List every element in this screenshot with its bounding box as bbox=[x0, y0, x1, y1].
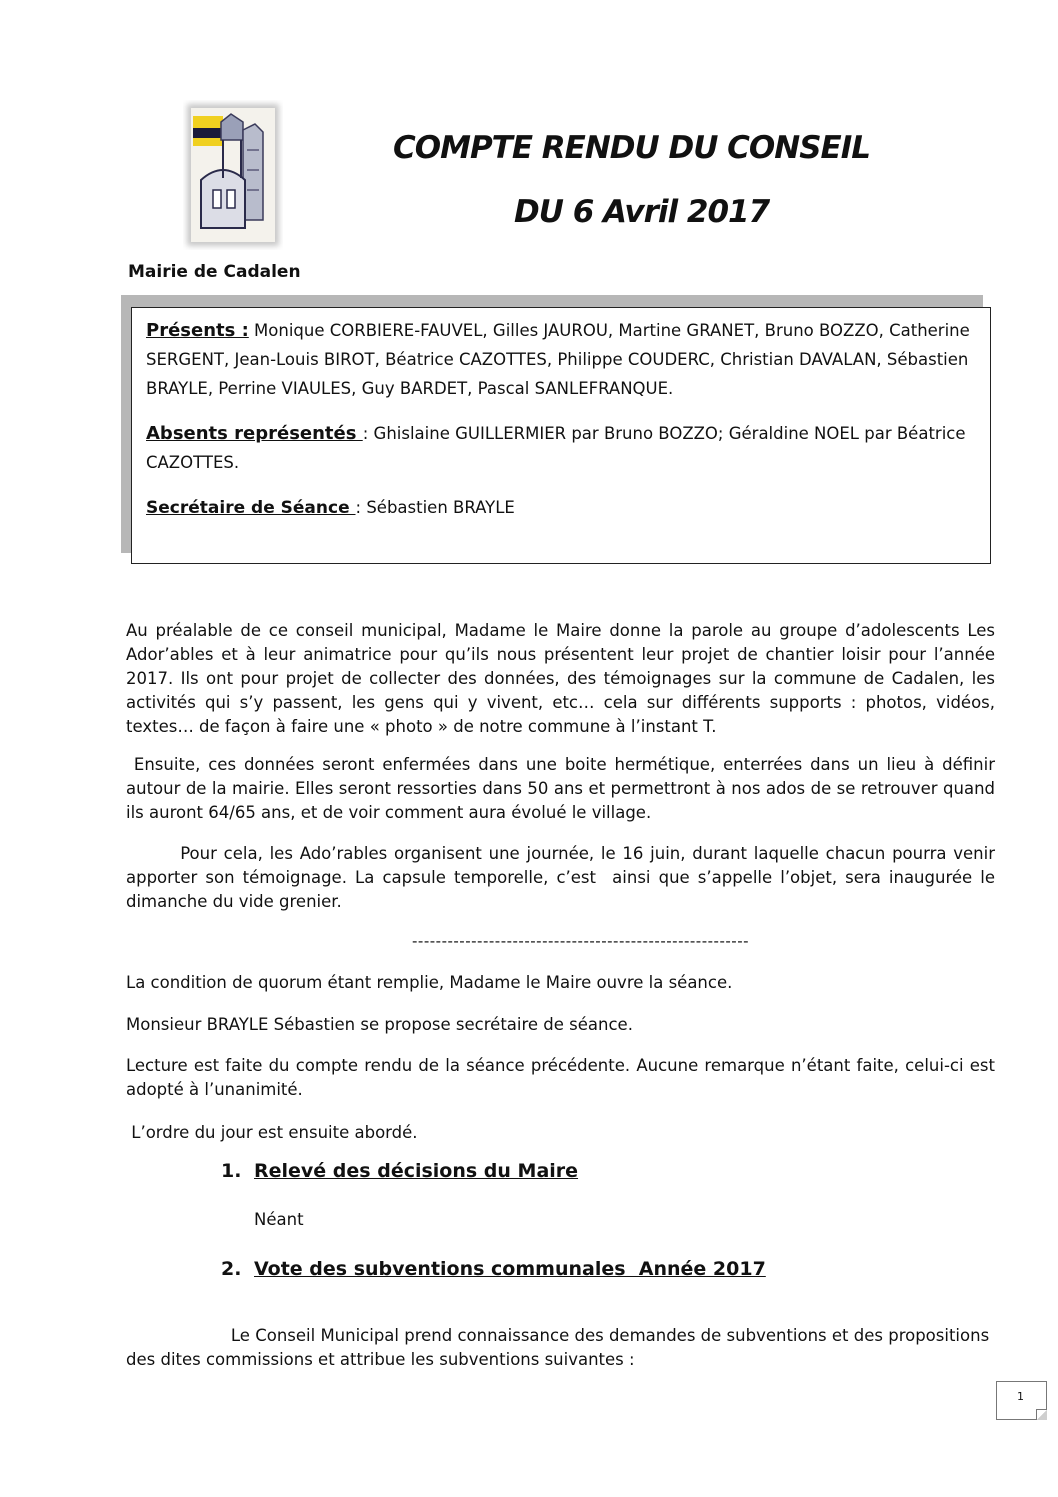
section-1-heading bbox=[221, 1160, 578, 1182]
separator-line: --------------------------------------------------------- bbox=[412, 932, 750, 950]
page-number-value: 1 bbox=[1017, 1390, 1024, 1403]
section-2-number: 2. bbox=[221, 1258, 242, 1280]
page-number bbox=[996, 1381, 1047, 1420]
paragraph-lecture: Lecture est faite du compte rendu de la séance précédente. Aucune remarque n’étant faite, celui-ci est adopté à l’unanimité. bbox=[126, 1056, 995, 1099]
secretaire-text: : Sébastien BRAYLE bbox=[355, 498, 515, 517]
presents-label: Présents : bbox=[146, 320, 249, 341]
presents-line bbox=[146, 316, 981, 403]
paragraph-ordre-du-jour: L’ordre du jour est ensuite abordé. bbox=[126, 1123, 418, 1142]
absents-line bbox=[146, 419, 981, 477]
document-title-line2: DU 6 Avril 2017 bbox=[514, 194, 770, 230]
document-title-line1: COMPTE RENDU DU CONSEIL bbox=[393, 130, 871, 166]
secretaire-line bbox=[146, 493, 981, 523]
mairie-name: Mairie de Cadalen bbox=[128, 262, 301, 282]
section-2-title: Vote des subventions communales Année 2017 bbox=[254, 1258, 766, 1280]
paragraph-quorum: La condition de quorum étant remplie, Madame le Maire ouvre la séance. bbox=[126, 973, 733, 992]
paragraph-intro: Au préalable de ce conseil municipal, Madame le Maire donne la parole au groupe d’adolescents Les Ador’ables et à leur animatrice pour qu’ils nous présentent leur projet de chantier loisir pour l’année 2017. Ils ont pour projet de collecter des données, des témoignages sur la commune de Cadalen, les activités qui s’y passent, les gens qui y vivent, etc… cela sur différents supports : photos, vidéos, textes… de façon à faire une « photo » de notre commune à l’instant T. bbox=[126, 621, 1001, 736]
mairie-logo bbox=[183, 100, 283, 250]
presents-text: Monique CORBIERE-FAUVEL, Gilles JAUROU, Martine GRANET, Bruno BOZZO, Catherine SERGENT, Jean-Louis BIROT, Béatrice CAZOTTES, Philippe COUDERC, Christian DAVALAN, Sébastien BRAYLE, Perrine VIAULES, Guy BARDET, Pascal SANLEFRANQUE. bbox=[146, 321, 970, 398]
absents-label: Absents représentés bbox=[146, 423, 363, 444]
secretaire-label: Secrétaire de Séance bbox=[146, 498, 356, 518]
section-1-number: 1. bbox=[221, 1160, 242, 1182]
paragraph-subventions: Le Conseil Municipal prend connaissance des demandes de subventions et des propositions des dites commissions et attribue les subventions suivantes : bbox=[126, 1326, 995, 1369]
absents-text: : Ghislaine GUILLERMIER par Bruno BOZZO; Géraldine NOEL par Béatrice CAZOTTES. bbox=[146, 424, 966, 472]
section-1-body: Néant bbox=[254, 1210, 304, 1229]
paragraph-secretaire: Monsieur BRAYLE Sébastien se propose secrétaire de séance. bbox=[126, 1015, 633, 1034]
section-1-title: Relevé des décisions du Maire bbox=[254, 1160, 579, 1182]
paragraph-capsule: Ensuite, ces données seront enfermées dans une boite hermétique, enterrées dans un lieu à définir autour de la mairie. Elles seront ressorties dans 50 ans et permettront à nos ados de se retrouver quand ils auront 64/65 ans, et de voir comment aura évolué le village. bbox=[126, 755, 1001, 822]
section-2-heading bbox=[221, 1258, 766, 1280]
paragraph-journee: Pour cela, les Ado’rables organisent une journée, le 16 juin, durant laquelle chacun pourra venir apporter son témoignage. La capsule temporelle, c’est ainsi que s’appelle l’objet, sera inaugurée le dimanche du vide grenier. bbox=[126, 844, 1001, 911]
attendance-box bbox=[131, 307, 991, 564]
